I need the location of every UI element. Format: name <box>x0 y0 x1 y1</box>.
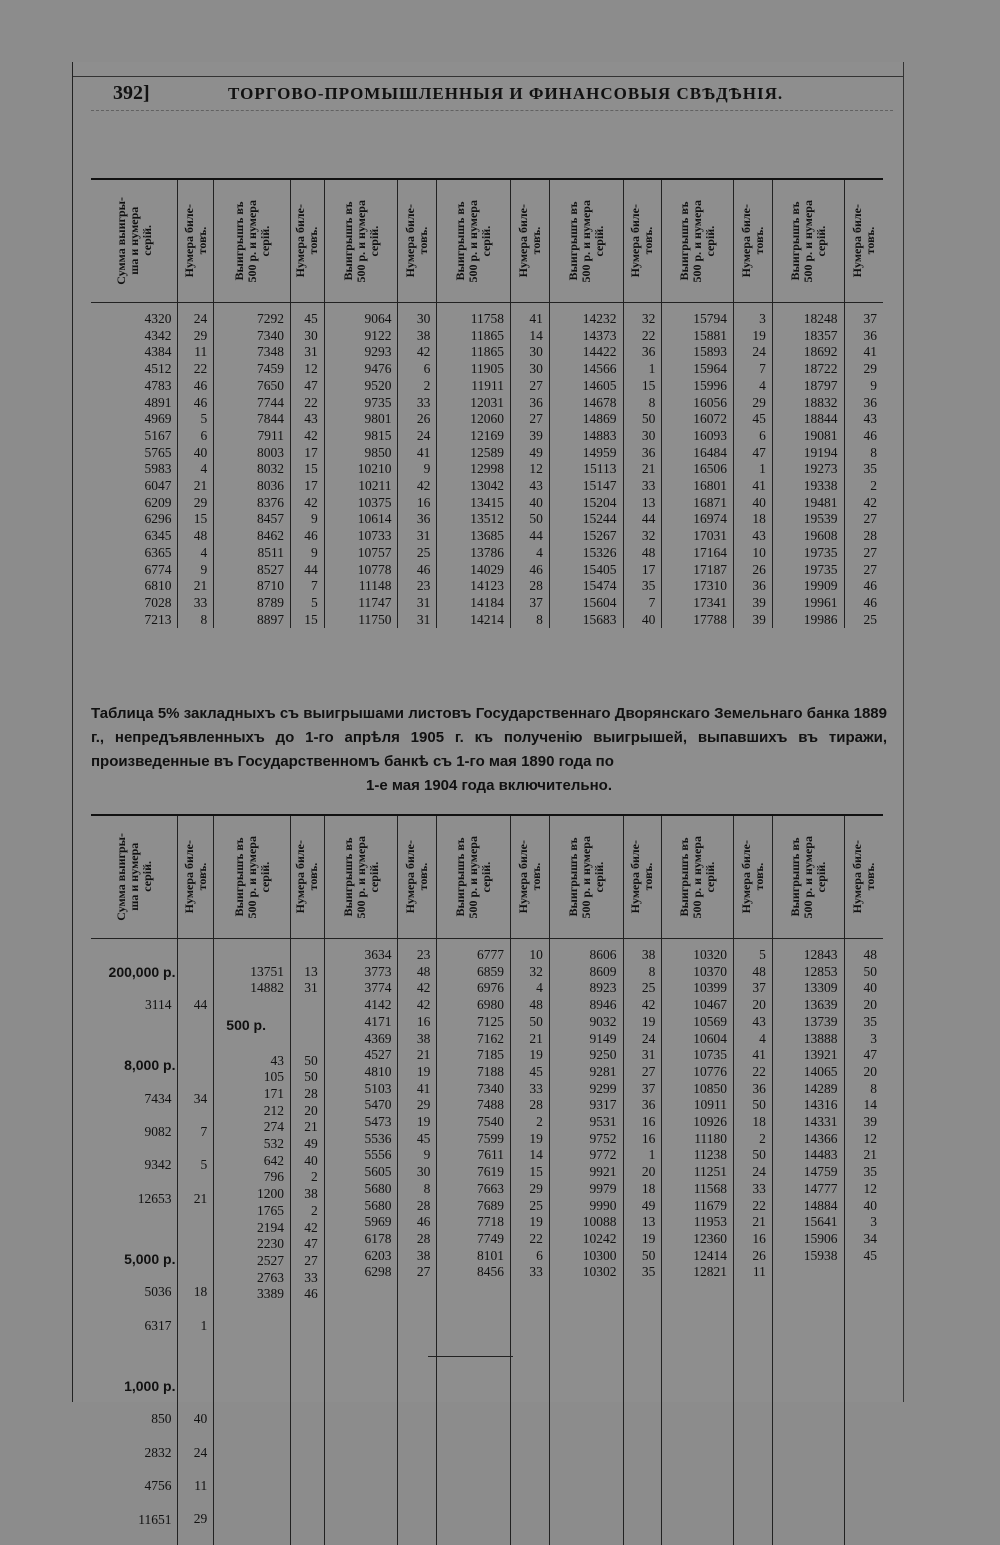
ticket-column: 5 48 37 20 43 4 41 22 36 50 18 2 50 24 33 22 21 16 26 11 <box>734 947 773 1545</box>
series-column <box>91 947 178 1545</box>
table-body-row <box>91 947 883 1545</box>
caption-text: Таблица 5% закладныхъ съ выигрышами листовъ Государственнаго Дворянскаго Земельнаго банка 1889 г., непредъявленныхъ до 1-го апрѣля 1905 г. къ полученію выигрышей, выпавшихъ въ тиражи, произведенные въ Государственномъ банкѣ съ 1-го мая 1890 года по <box>91 705 887 770</box>
header-label: Сумма выигры- ша и нумера серій. <box>113 833 154 921</box>
header-label: Выигрышъ въ 500 р. и нумера серій. <box>565 199 606 283</box>
ticket-list: 50 50 28 20 21 49 40 2 38 2 42 47 27 33 46 <box>304 1052 318 1302</box>
running-title: ТОРГОВО-ПРОМЫШЛЕННЫЯ И ФИНАНСОВЫЯ СВѢДѢНІЯ. <box>228 84 784 103</box>
header-label: Нумера биле- товъ. <box>628 204 656 278</box>
header-label: Нумера биле- товъ. <box>628 840 656 914</box>
header-label: Выигрышъ въ 500 р. и нумера серій. <box>677 199 718 283</box>
header-cell <box>398 179 437 303</box>
series-column: 12843 12853 13309 13639 13739 13888 13921 14065 14289 14316 14331 14366 14483 14759 14777 14884 15641 15906 15938 <box>772 947 844 1545</box>
ticket-number: 21 <box>193 1190 208 1206</box>
ticket-list-top: 13 31 <box>304 963 318 996</box>
prize-amount: 5,000 р. <box>124 1250 176 1267</box>
ticket-column: 30 38 42 6 2 33 26 24 41 9 42 16 36 31 25 46 23 31 31 <box>398 311 437 628</box>
header-cell <box>844 815 883 939</box>
header-label: Выигрышъ въ 500 р. и нумера серій. <box>340 199 381 283</box>
ticket-column <box>291 947 325 1545</box>
header-label: Нумера биле- товъ. <box>849 204 877 278</box>
series-number: 9342 <box>144 1157 172 1173</box>
prize-amount: 200,000 р. <box>108 963 176 980</box>
ticket-number: 5 <box>200 1157 208 1173</box>
header-label: Выигрышъ въ 500 р. и нумера серій. <box>231 835 272 919</box>
header-cell <box>437 179 511 303</box>
header-cell <box>291 179 325 303</box>
series-number: 9082 <box>144 1124 172 1140</box>
series-column: 7292 7340 7348 7459 7650 7744 7844 7911 8003 8032 8036 8376 8457 8462 8511 8527 8710 8789 8897 <box>214 311 291 628</box>
header-label: Нумера биле- товъ. <box>849 840 877 914</box>
lottery-table-continued <box>91 178 883 628</box>
table-header-row <box>91 815 883 939</box>
header-label: Выигрышъ въ 500 р. и нумера серій. <box>340 835 381 919</box>
header-cell <box>511 179 550 303</box>
ticket-column: 37 36 41 29 9 36 43 46 8 35 2 42 27 28 27 27 46 46 25 <box>844 311 883 628</box>
header-cell <box>772 179 844 303</box>
header-label: Нумера биле- товъ. <box>403 204 431 278</box>
ticket-column: 23 48 42 42 16 38 21 19 41 29 19 45 9 30 8 28 46 28 38 27 <box>398 947 437 1545</box>
series-column <box>214 947 291 1545</box>
ticket-number: 11 <box>194 1478 208 1494</box>
header-label: Нумера биле- товъ. <box>738 204 766 278</box>
ticket-column: 10 32 4 48 50 21 19 45 33 28 2 19 14 15 29 25 19 22 6 33 <box>511 947 550 1545</box>
header-cell <box>549 815 623 939</box>
header-label: Нумера биле- товъ. <box>403 840 431 914</box>
table-caption <box>91 702 887 798</box>
header-label: Нумера биле- товъ. <box>515 840 543 914</box>
series-column: 8606 8609 8923 8946 9032 9149 9250 9281 9299 9317 9531 9752 9772 9921 9979 9990 10088 10242 10300 10302 <box>549 947 623 1545</box>
ticket-column: 3 19 24 7 4 29 45 6 47 1 41 40 18 43 10 26 36 39 39 <box>734 311 773 628</box>
ticket-number: 24 <box>193 1444 208 1460</box>
book-page <box>72 62 904 1527</box>
series-list: 43 105 171 212 274 532 642 796 1200 1765 2194 2230 2527 2763 3389 <box>257 1052 285 1302</box>
series-number: 12653 <box>137 1190 172 1206</box>
ticket-column <box>178 947 214 1545</box>
series-number: 3114 <box>144 997 172 1013</box>
series-column: 6777 6859 6976 6980 7125 7162 7185 7188 7340 7488 7540 7599 7611 7619 7663 7689 7718 7749 8101 8456 <box>437 947 511 1545</box>
ticket-number: 7 <box>200 1124 208 1139</box>
ticket-column: 38 8 25 42 19 24 31 27 37 36 16 16 1 20 18 49 13 19 50 35 <box>623 947 662 1545</box>
ticket-number: 18 <box>193 1284 208 1300</box>
header-cell <box>91 179 178 303</box>
ticket-column: 41 14 30 30 27 36 27 39 49 12 43 40 50 44 4 46 28 37 8 <box>511 311 550 628</box>
prize-amount: 1,000 р. <box>124 1377 176 1394</box>
header-label: Нумера биле- товъ. <box>515 204 543 278</box>
series-column: 3634 3773 3774 4142 4171 4369 4527 4810 5103 5470 5473 5536 5556 5605 5680 5680 5969 6178 6203 6298 <box>324 947 398 1545</box>
header-label: Нумера биле- товъ. <box>293 840 321 914</box>
header-cell <box>214 179 291 303</box>
header-cell <box>214 815 291 939</box>
series-number: 2832 <box>144 1444 172 1460</box>
series-number: 6317 <box>144 1317 172 1333</box>
header-label: Выигрышъ въ 500 р. и нумера серій. <box>787 835 828 919</box>
ticket-number: 44 <box>193 997 208 1013</box>
header-cell <box>734 179 773 303</box>
header-cell <box>662 179 734 303</box>
header-cell <box>511 815 550 939</box>
header-label: Выигрышъ въ 500 р. и нумера серій. <box>453 835 494 919</box>
series-number: 11651 <box>138 1511 172 1527</box>
header-label: Нумера биле- товъ. <box>181 840 209 914</box>
series-column: 15794 15881 15893 15964 15996 16056 16072 16093 16484 16506 16801 16871 16974 17031 17164 17187 17310 17341 17788 <box>662 311 734 628</box>
lottery-table-1889 <box>91 814 883 1545</box>
header-cell <box>91 815 178 939</box>
ticket-number: 40 <box>193 1411 208 1427</box>
ticket-number: 34 <box>193 1090 208 1106</box>
bottom-divider <box>428 1356 513 1357</box>
header-cell <box>662 815 734 939</box>
header-cell <box>437 815 511 939</box>
ticket-number: 1 <box>200 1317 208 1333</box>
header-cell <box>549 179 623 303</box>
series-number: 7434 <box>144 1090 172 1106</box>
header-cell <box>178 179 214 303</box>
caption-last-line: 1-е мая 1904 года включительно. <box>365 777 613 794</box>
header-label: Выигрышъ въ 500 р. и нумера серій. <box>453 199 494 283</box>
series-column: 4320 4342 4384 4512 4783 4891 4969 5167 5765 5983 6047 6209 6296 6345 6365 6774 6810 7028 7213 <box>144 311 172 627</box>
header-cell <box>178 815 214 939</box>
header-cell <box>623 179 662 303</box>
page-number: 392] <box>113 82 150 104</box>
series-number: 5036 <box>144 1284 172 1300</box>
header-label: Нумера биле- товъ. <box>181 204 209 278</box>
series-number: 4756 <box>144 1478 172 1494</box>
table-header-row <box>91 179 883 303</box>
ticket-column: 32 22 36 1 15 8 50 30 36 21 33 13 44 32 48 17 35 7 40 <box>623 311 662 628</box>
header-label: Выигрышъ въ 500 р. и нумера серій. <box>677 835 718 919</box>
ticket-number: 29 <box>193 1511 208 1527</box>
series-column: 18248 18357 18692 18722 18797 18832 18844 19081 19194 19273 19338 19481 19539 19608 19735 19735 19909 19961 19986 <box>772 311 844 628</box>
header-cell <box>772 815 844 939</box>
ticket-column: 45 30 31 12 47 22 43 42 17 15 17 42 9 46 9 44 7 5 15 <box>291 311 325 628</box>
header-ornament-rule <box>91 104 893 111</box>
header-cell <box>324 815 398 939</box>
series-column: 10320 10370 10399 10467 10569 10604 10735 10776 10850 10911 10926 11180 11238 11251 11568 11679 11953 12360 12414 12821 <box>662 947 734 1545</box>
header-label: Выигрышъ въ 500 р. и нумера серій. <box>787 199 828 283</box>
ticket-column: 24 29 11 22 46 46 5 6 40 4 21 29 15 48 4 9 21 33 8 <box>178 311 214 628</box>
ticket-column: 48 50 40 20 35 3 47 20 8 14 39 12 21 35 12 40 3 34 45 <box>844 947 883 1545</box>
header-cell <box>291 815 325 939</box>
header-label: Выигрышъ въ 500 р. и нумера серій. <box>565 835 606 919</box>
header-label: Нумера биле- товъ. <box>293 204 321 278</box>
header-cell <box>324 179 398 303</box>
header-label: Сумма выигры- ша и нумера серій. <box>113 197 154 285</box>
prize-amount: 500 р. <box>226 1016 266 1033</box>
prize-amount: 8,000 р. <box>124 1057 176 1074</box>
header-cell <box>398 815 437 939</box>
series-column: 11758 11865 11865 11905 11911 12031 12060 12169 12589 12998 13042 13415 13512 13685 13786 14029 14123 14184 14214 <box>437 311 511 628</box>
series-list-top: 13751 14882 <box>250 963 285 996</box>
table-body-row <box>91 311 883 628</box>
series-column: 9064 9122 9293 9476 9520 9735 9801 9815 9850 10210 10211 10375 10614 10733 10757 10778 11148 11747 11750 <box>324 311 398 628</box>
header-cell <box>623 815 662 939</box>
series-column: 14232 14373 14422 14566 14605 14678 14869 14883 14959 15113 15147 15204 15244 15267 15326 15405 15474 15604 15683 <box>549 311 623 628</box>
header-cell <box>734 815 773 939</box>
header-label: Выигрышъ въ 500 р. и нумера серій. <box>231 199 272 283</box>
header-cell <box>844 179 883 303</box>
series-number: 850 <box>151 1411 172 1427</box>
header-label: Нумера биле- товъ. <box>738 840 766 914</box>
